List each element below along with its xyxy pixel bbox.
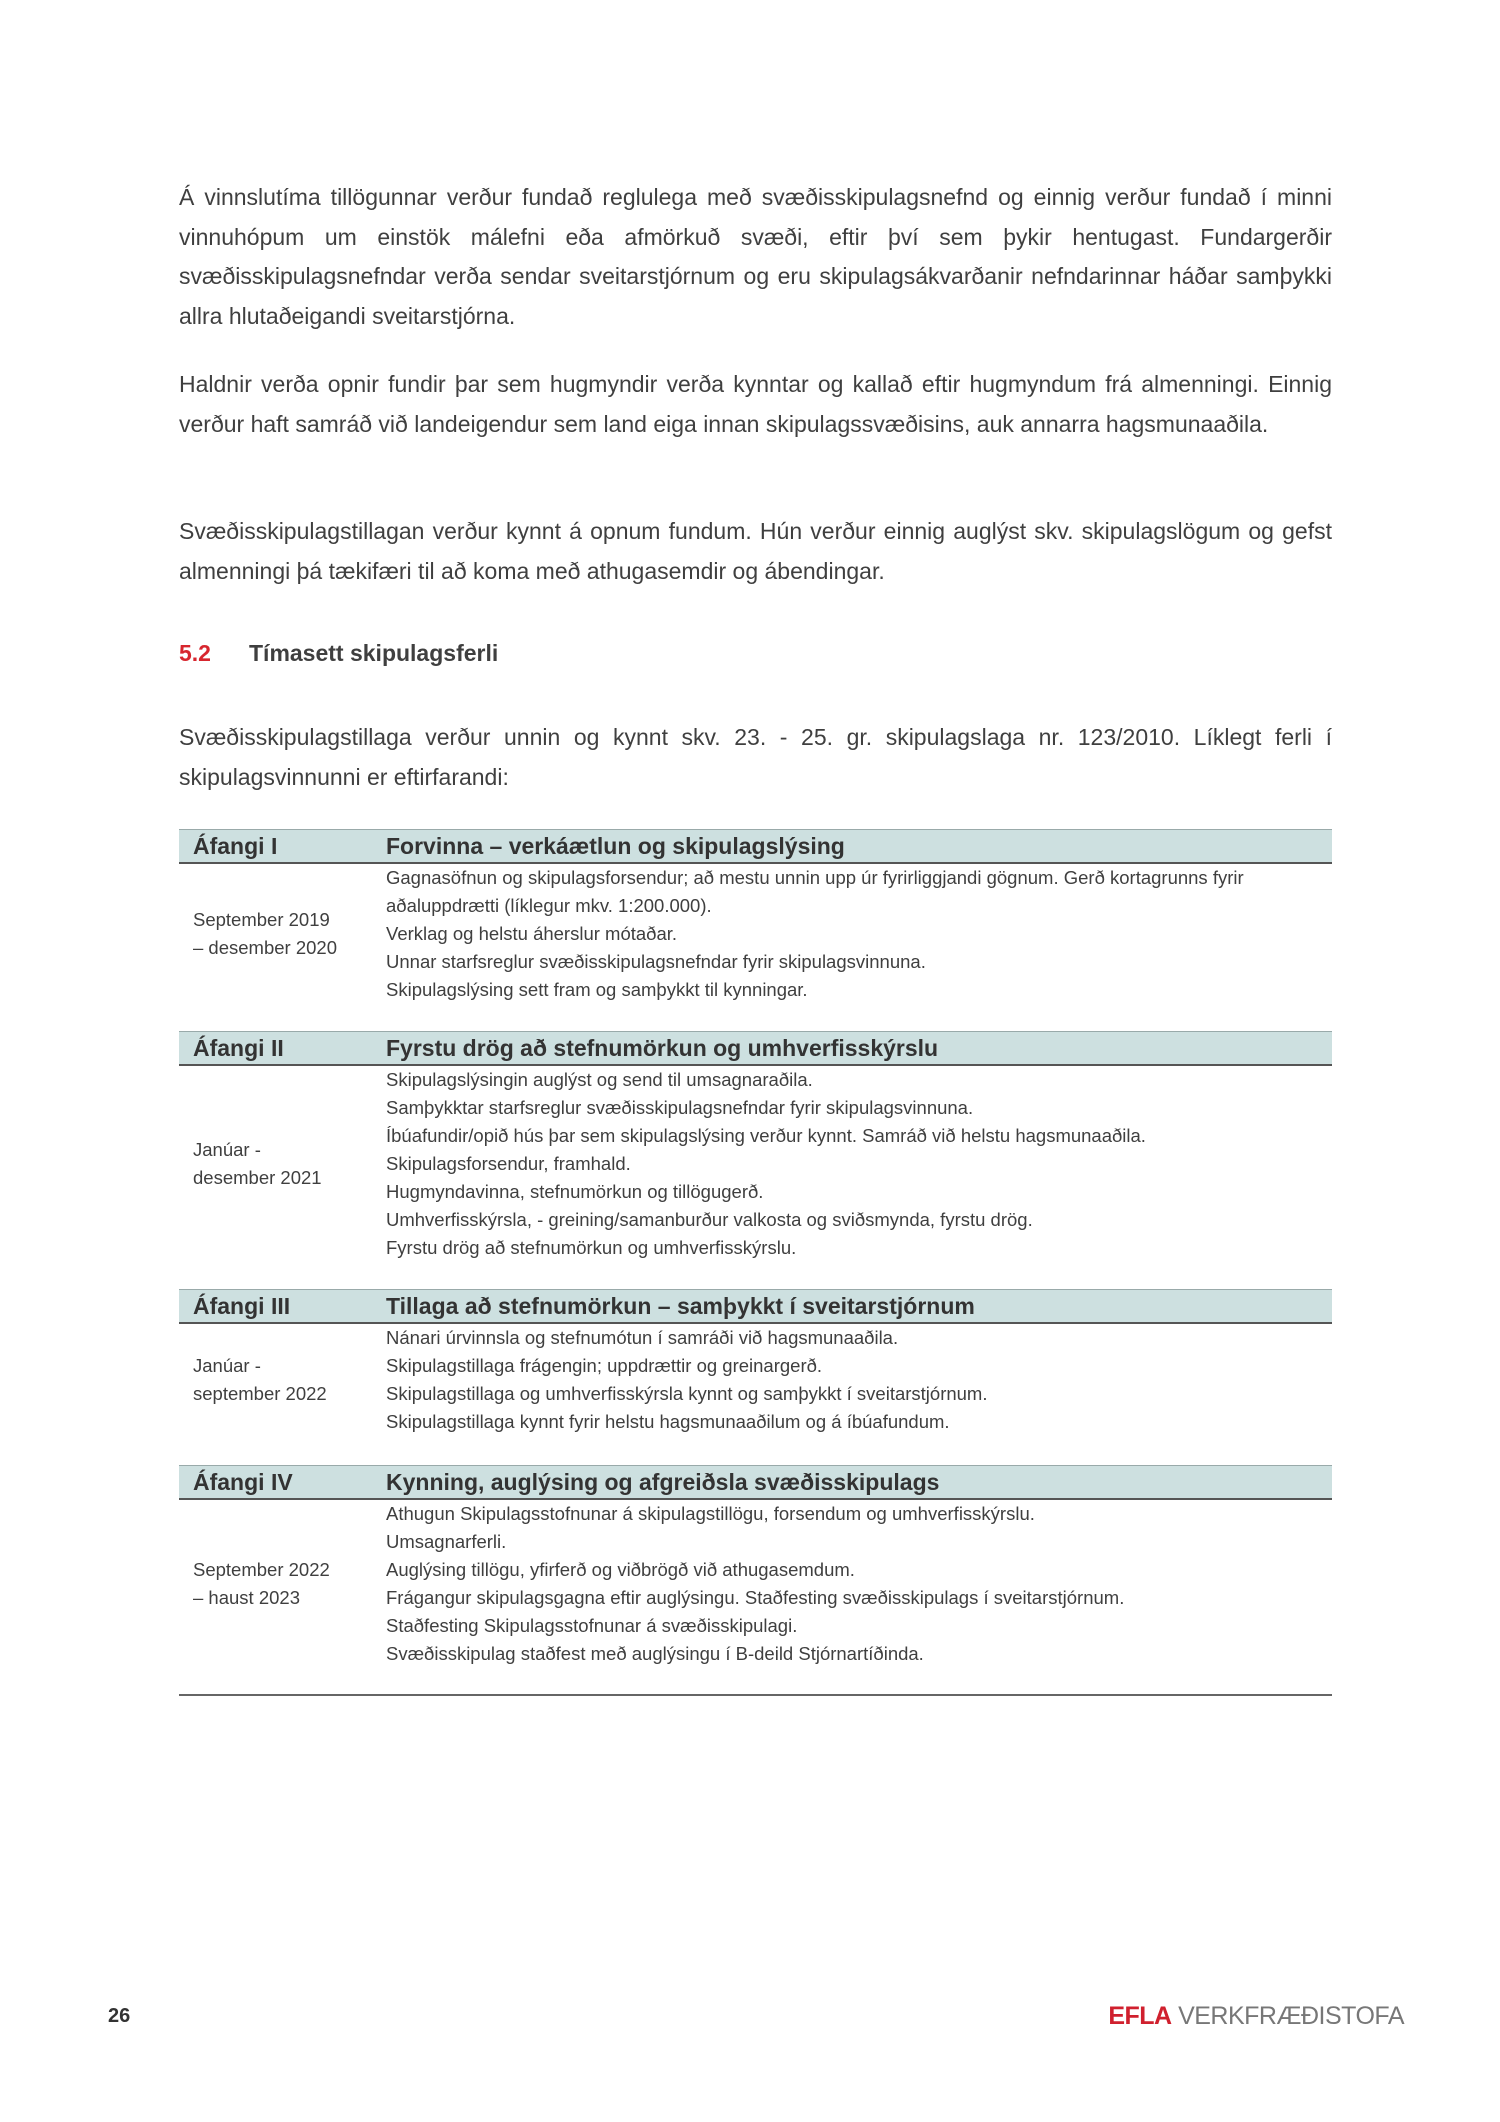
phase-title: Forvinna – verkáætlun og skipulagslýsing [386,832,845,859]
phase-task: Unnar starfsreglur svæðisskipulagsnefndar fyrir skipulagsvinnuna. [386,951,926,972]
phase-task: Íbúafundir/opið hús þar sem skipulagslýsing verður kynnt. Samráð við helstu hagsmunaaðila. [386,1125,1146,1146]
phase-header [179,1289,1332,1324]
paragraph-1: Á vinnslutíma tillögunnar verður fundað reglulega með svæðisskipulagsnefnd og einnig verður fundað í minni vinnuhópum um einstök málefni eða afmörkuð svæði, eftir því sem þykir hentugast. Fundargerðir svæðisskipulagsnefndar verða sendar sveitarstjórnum og eru skipulagsákvarðanir nefndarinnar háðar samþykki allra hlutaðeigandi sveitarstjórna. [179,184,1332,329]
phase-header [179,1465,1332,1500]
phase-task: Athugun Skipulagsstofnunar á skipulagstillögu, forsendum og umhverfisskýrslu. [386,1503,1035,1524]
page-number: 26 [108,2005,131,2027]
intro-paragraph: Svæðisskipulagstillaga verður unnin og kynnt skv. 23. - 25. gr. skipulagslaga nr. 123/2010. Líklegt ferli í skipulagsvinnunni er eftirfarandi: [179,724,1332,790]
phase-task: Auglýsing tillögu, yfirferð og viðbrögð við athugasemdum. [386,1559,855,1580]
phase-title: Fyrstu drög að stefnumörkun og umhverfisskýrslu [386,1034,939,1061]
phase-task: Fyrstu drög að stefnumörkun og umhverfisskýrslu. [386,1237,797,1258]
phase-header [179,1031,1332,1066]
phase-body [179,1324,1332,1436]
phase-task: Skipulagslýsingin auglýst og send til umsagnaraðila. [386,1069,813,1090]
phase-dates [179,1324,386,1436]
phase-date-end: – desember 2020 [193,937,337,958]
phase-task: Skipulagstillaga kynnt fyrir helstu hagsmunaaðilum og á íbúafundum. [386,1411,950,1432]
phase-date-start: September 2022 [193,1559,330,1580]
phase-task-list [386,864,1332,1004]
phase-2 [179,1031,1332,1262]
phase-task: Skipulagstillaga frágengin; uppdrættir og greinargerð. [386,1355,823,1376]
phase-date-end: september 2022 [193,1383,327,1404]
phase-body [179,1066,1332,1262]
phase-task: Gagnasöfnun og skipulagsforsendur; að mestu unnin upp úr fyrirliggjandi gögnum. Gerð kortagrunns fyrir aðaluppdrætti (líklegur mkv. 1:200.000). [386,867,1244,916]
phase-task: Staðfesting Skipulagsstofnunar á svæðisskipulagi. [386,1615,798,1636]
section-heading [179,640,498,667]
logo-brand: EFLA [1108,2002,1172,2030]
table-end-rule [179,1694,1332,1696]
paragraph-2: Haldnir verða opnir fundir þar sem hugmyndir verða kynntar og kallað eftir hugmyndum frá almenningi. Einnig verður haft samráð við landeigendur sem land eiga innan skipulagssvæðisins, auk annarra hagsmunaaðila. [179,371,1332,437]
phase-label: Áfangi II [193,1034,284,1061]
phase-dates [179,1066,386,1262]
phase-task: Umhverfisskýrsla, - greining/samanburður valkosta og sviðsmynda, fyrstu drög. [386,1209,1033,1230]
phase-title: Tillaga að stefnumörkun – samþykkt í sveitarstjórnum [386,1292,975,1319]
phase-task: Umsagnarferli. [386,1531,507,1552]
phase-date-end: – haust 2023 [193,1587,300,1608]
phase-task-list [386,1066,1332,1262]
phase-task-list [386,1324,1332,1436]
phase-task: Svæðisskipulag staðfest með auglýsingu í B-deild Stjórnartíðinda. [386,1643,924,1664]
phase-task: Verklag og helstu áherslur mótaðar. [386,923,678,944]
efla-logo [1108,2002,1404,2031]
phase-task: Nánari úrvinnsla og stefnumótun í samráði við hagsmunaaðila. [386,1327,899,1348]
phase-body [179,1500,1332,1668]
phase-header [179,829,1332,864]
logo-text: VERKFRÆÐISTOFA [1178,2002,1404,2030]
phase-task: Skipulagsforsendur, framhald. [386,1153,631,1174]
phase-date-start: Janúar - [193,1139,261,1160]
phase-body [179,864,1332,1004]
phase-task: Frágangur skipulagsgagna eftir auglýsingu. Staðfesting svæðisskipulags í sveitarstjórnum. [386,1587,1125,1608]
phase-date-start: September 2019 [193,909,330,930]
phase-4 [179,1465,1332,1668]
phase-dates [179,864,386,1004]
phase-task: Samþykktar starfsreglur svæðisskipulagsnefndar fyrir skipulagsvinnuna. [386,1097,974,1118]
phase-label: Áfangi III [193,1292,291,1319]
section-number: 5.2 [179,640,211,666]
phase-task: Skipulagslýsing sett fram og samþykkt til kynningar. [386,979,808,1000]
phase-task-list [386,1500,1332,1668]
phase-label: Áfangi I [193,832,278,859]
phase-label: Áfangi IV [193,1468,293,1495]
phase-title: Kynning, auglýsing og afgreiðsla svæðisskipulags [386,1468,940,1495]
phase-1 [179,829,1332,1004]
phase-date-start: Janúar - [193,1355,261,1376]
phase-task: Skipulagstillaga og umhverfisskýrsla kynnt og samþykkt í sveitarstjórnum. [386,1383,988,1404]
phase-task: Hugmyndavinna, stefnumörkun og tillögugerð. [386,1181,764,1202]
phase-3 [179,1289,1332,1436]
phase-dates [179,1500,386,1668]
section-title: Tímasett skipulagsferli [249,640,499,666]
paragraph-3: Svæðisskipulagstillagan verður kynnt á opnum fundum. Hún verður einnig auglýst skv. skipulagslögum og gefst almenningi þá tækifæri til að koma með athugasemdir og ábendingar. [179,518,1332,584]
phase-date-end: desember 2021 [193,1167,322,1188]
